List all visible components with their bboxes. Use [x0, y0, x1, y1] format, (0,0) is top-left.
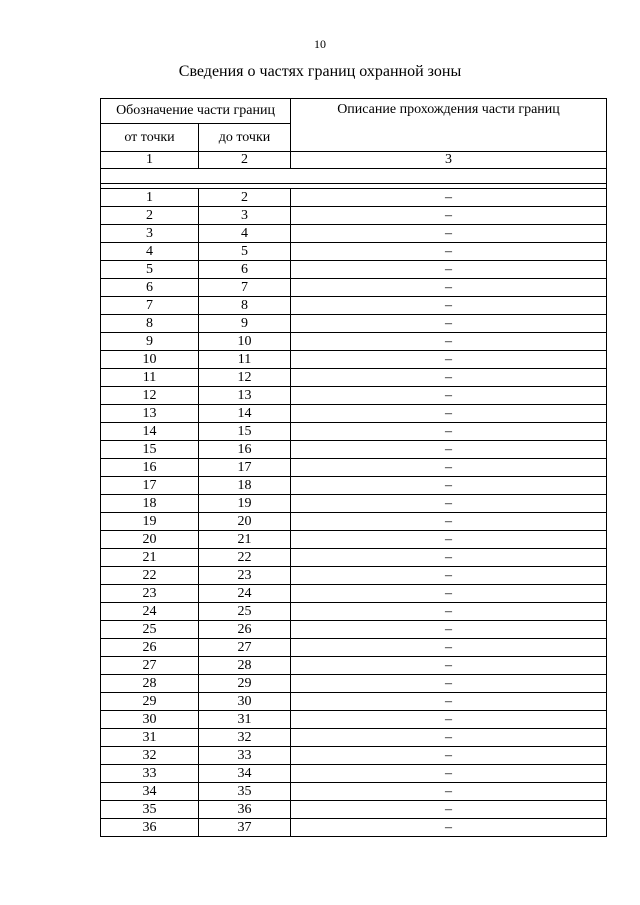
description-cell: –	[291, 297, 607, 315]
from-point-cell: 18	[101, 495, 199, 513]
table-row	[101, 477, 607, 495]
column-number: 3	[291, 152, 607, 169]
from-point-cell: 36	[101, 819, 199, 837]
to-point-cell: 13	[199, 387, 291, 405]
to-point-cell: 33	[199, 747, 291, 765]
from-point-cell: 12	[101, 387, 199, 405]
from-point-cell: 21	[101, 549, 199, 567]
boundary-table	[100, 98, 607, 837]
from-point-cell: 22	[101, 567, 199, 585]
to-point-cell: 18	[199, 477, 291, 495]
column-number: 1	[101, 152, 199, 169]
description-cell: –	[291, 639, 607, 657]
description-cell: –	[291, 387, 607, 405]
description-cell: –	[291, 585, 607, 603]
table-row	[101, 693, 607, 711]
to-point-cell: 22	[199, 549, 291, 567]
description-cell: –	[291, 459, 607, 477]
table-row	[101, 765, 607, 783]
description-cell: –	[291, 513, 607, 531]
to-point-cell: 8	[199, 297, 291, 315]
description-cell: –	[291, 549, 607, 567]
description-cell: –	[291, 207, 607, 225]
to-point-cell: 23	[199, 567, 291, 585]
table-body	[101, 189, 607, 837]
table-row	[101, 513, 607, 531]
table-row	[101, 279, 607, 297]
header-description: Описание прохождения части границ	[291, 99, 607, 152]
from-point-cell: 16	[101, 459, 199, 477]
description-cell: –	[291, 315, 607, 333]
to-point-cell: 35	[199, 783, 291, 801]
description-cell: –	[291, 747, 607, 765]
table-row	[101, 441, 607, 459]
from-point-cell: 35	[101, 801, 199, 819]
to-point-cell: 14	[199, 405, 291, 423]
from-point-cell: 20	[101, 531, 199, 549]
table-row	[101, 711, 607, 729]
table-row	[101, 639, 607, 657]
header-boundary-designation: Обозначение части границ	[101, 99, 291, 124]
from-point-cell: 27	[101, 657, 199, 675]
from-point-cell: 2	[101, 207, 199, 225]
to-point-cell: 2	[199, 189, 291, 207]
table-row	[101, 261, 607, 279]
to-point-cell: 3	[199, 207, 291, 225]
table-row	[101, 405, 607, 423]
description-cell: –	[291, 423, 607, 441]
table-row	[101, 657, 607, 675]
to-point-cell: 15	[199, 423, 291, 441]
to-point-cell: 21	[199, 531, 291, 549]
table-row	[101, 801, 607, 819]
table-row	[101, 621, 607, 639]
to-point-cell: 27	[199, 639, 291, 657]
from-point-cell: 33	[101, 765, 199, 783]
to-point-cell: 25	[199, 603, 291, 621]
description-cell: –	[291, 441, 607, 459]
from-point-cell: 23	[101, 585, 199, 603]
table-row	[101, 675, 607, 693]
description-cell: –	[291, 531, 607, 549]
to-point-cell: 20	[199, 513, 291, 531]
table-row	[101, 603, 607, 621]
description-cell: –	[291, 495, 607, 513]
from-point-cell: 7	[101, 297, 199, 315]
from-point-cell: 26	[101, 639, 199, 657]
description-cell: –	[291, 567, 607, 585]
table-row	[101, 783, 607, 801]
from-point-cell: 25	[101, 621, 199, 639]
description-cell: –	[291, 693, 607, 711]
description-cell: –	[291, 675, 607, 693]
table-row	[101, 567, 607, 585]
table-row	[101, 225, 607, 243]
to-point-cell: 29	[199, 675, 291, 693]
to-point-cell: 36	[199, 801, 291, 819]
from-point-cell: 14	[101, 423, 199, 441]
table-row	[101, 729, 607, 747]
to-point-cell: 28	[199, 657, 291, 675]
from-point-cell: 15	[101, 441, 199, 459]
from-point-cell: 6	[101, 279, 199, 297]
to-point-cell: 4	[199, 225, 291, 243]
table-row	[101, 297, 607, 315]
description-cell: –	[291, 261, 607, 279]
from-point-cell: 31	[101, 729, 199, 747]
from-point-cell: 34	[101, 783, 199, 801]
table-row	[101, 189, 607, 207]
from-point-cell: 11	[101, 369, 199, 387]
from-point-cell: 29	[101, 693, 199, 711]
from-point-cell: 28	[101, 675, 199, 693]
from-point-cell: 19	[101, 513, 199, 531]
description-cell: –	[291, 477, 607, 495]
to-point-cell: 10	[199, 333, 291, 351]
to-point-cell: 17	[199, 459, 291, 477]
spacer-row	[101, 169, 607, 184]
table-row	[101, 585, 607, 603]
description-cell: –	[291, 225, 607, 243]
table-row	[101, 549, 607, 567]
description-cell: –	[291, 711, 607, 729]
table-row	[101, 207, 607, 225]
description-cell: –	[291, 657, 607, 675]
to-point-cell: 24	[199, 585, 291, 603]
from-point-cell: 30	[101, 711, 199, 729]
to-point-cell: 12	[199, 369, 291, 387]
table-row	[101, 459, 607, 477]
to-point-cell: 11	[199, 351, 291, 369]
description-cell: –	[291, 783, 607, 801]
description-cell: –	[291, 243, 607, 261]
from-point-cell: 9	[101, 333, 199, 351]
to-point-cell: 37	[199, 819, 291, 837]
from-point-cell: 3	[101, 225, 199, 243]
table-row	[101, 531, 607, 549]
table-row	[101, 747, 607, 765]
description-cell: –	[291, 333, 607, 351]
table-row	[101, 495, 607, 513]
table-row	[101, 387, 607, 405]
to-point-cell: 34	[199, 765, 291, 783]
to-point-cell: 16	[199, 441, 291, 459]
to-point-cell: 7	[199, 279, 291, 297]
header-from-point: от точки	[101, 124, 199, 152]
table-row	[101, 315, 607, 333]
table-row	[101, 351, 607, 369]
from-point-cell: 4	[101, 243, 199, 261]
from-point-cell: 32	[101, 747, 199, 765]
description-cell: –	[291, 279, 607, 297]
header-to-point: до точки	[199, 124, 291, 152]
table-row	[101, 819, 607, 837]
from-point-cell: 24	[101, 603, 199, 621]
table-row	[101, 243, 607, 261]
description-cell: –	[291, 603, 607, 621]
column-number: 2	[199, 152, 291, 169]
to-point-cell: 5	[199, 243, 291, 261]
table-row	[101, 423, 607, 441]
page-number: 10	[314, 37, 326, 51]
description-cell: –	[291, 729, 607, 747]
to-point-cell: 30	[199, 693, 291, 711]
to-point-cell: 19	[199, 495, 291, 513]
description-cell: –	[291, 351, 607, 369]
description-cell: –	[291, 405, 607, 423]
table-row	[101, 333, 607, 351]
from-point-cell: 5	[101, 261, 199, 279]
description-cell: –	[291, 369, 607, 387]
from-point-cell: 10	[101, 351, 199, 369]
description-cell: –	[291, 819, 607, 837]
to-point-cell: 9	[199, 315, 291, 333]
table-row	[101, 369, 607, 387]
from-point-cell: 1	[101, 189, 199, 207]
from-point-cell: 8	[101, 315, 199, 333]
to-point-cell: 32	[199, 729, 291, 747]
to-point-cell: 31	[199, 711, 291, 729]
from-point-cell: 17	[101, 477, 199, 495]
description-cell: –	[291, 621, 607, 639]
description-cell: –	[291, 189, 607, 207]
to-point-cell: 6	[199, 261, 291, 279]
description-cell: –	[291, 801, 607, 819]
page-title: Сведения о частях границ охранной зоны	[178, 63, 462, 80]
from-point-cell: 13	[101, 405, 199, 423]
description-cell: –	[291, 765, 607, 783]
to-point-cell: 26	[199, 621, 291, 639]
